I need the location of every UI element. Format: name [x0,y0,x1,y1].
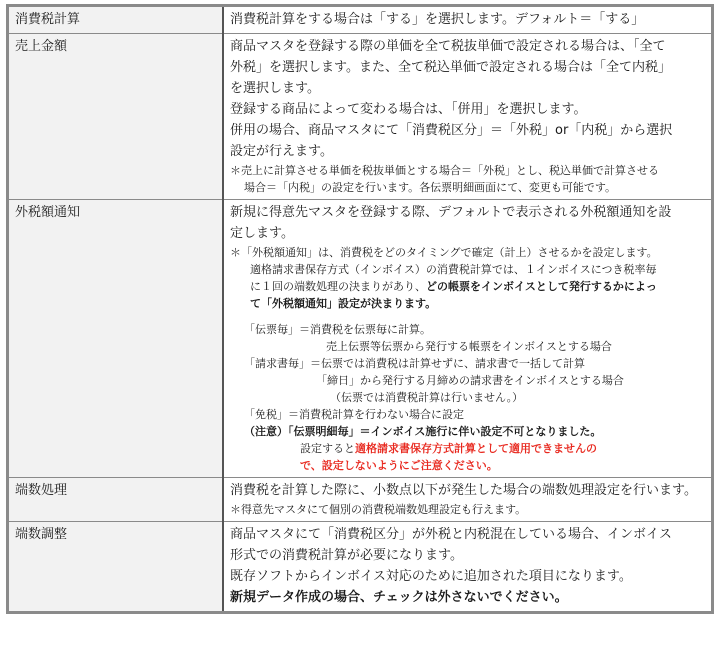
note-emphasis: て「外税額通知」設定が決まります。 [250,297,437,310]
description-line: 登録する商品によって変わる場合は、「併用」を選択します。 [230,102,587,117]
table-row [8,200,713,478]
setting-label: 端数調整 [15,527,68,542]
setting-name-cell [8,200,224,478]
option-line: 「免税」＝消費税計算を行わない場合に設定 [244,408,464,421]
option-line: 「請求書毎」＝伝票では消費税は計算せずに、請求書で一括して計算 [244,357,585,370]
description-line: 併用の場合、商品マスタにて「消費税区分」＝「外税」or「内税」から選択 [230,123,673,138]
setting-label: 売上金額 [15,39,68,54]
caution-prefix: 設定すると [300,442,355,455]
option-line: （伝票では消費税計算は行いません。） [330,391,524,404]
table-row [8,6,713,34]
setting-description-cell [223,200,713,478]
setting-label: 消費税計算 [15,12,81,27]
note-text: に１回の端数処理の決まりがあり、 [250,280,426,293]
note-line: 適格請求書保存方式（インボイス）の消費税計算では、１インボイスにつき税率毎 [250,263,657,276]
note-line: 場合＝「内税」の設定を行います。各伝票明細画面にて、変更も可能です。 [244,181,617,194]
option-line: 「伝票毎」＝消費税を伝票毎に計算。 [244,323,431,336]
description-line: 商品マスタを登録する際の単価を全て税抜単価で設定される場合は、「全て [230,39,666,54]
description-line: 外税」を選択します。また、全て税込単価で設定される場合は「全て内税」 [230,60,671,75]
description-line: 消費税を計算した際に、小数点以下が発生した場合の端数処理設定を行います。 [230,483,697,498]
setting-name-cell [8,6,224,34]
setting-description-cell [223,6,713,34]
warning-line: 新規データ作成の場合、チェックは外さないでください。 [230,590,568,605]
caution-title: （注意）「伝票明細毎」＝インボイス施行に伴い設定不可となりました。 [244,425,602,438]
option-line: 「締日」から発行する月締めの請求書をインボイスとする場合 [316,374,624,387]
note-line [224,278,711,295]
setting-label: 端数処理 [15,483,68,498]
description-line: 既存ソフトからインボイス対応のために追加された項目になります。 [230,569,632,584]
setting-name-cell [8,478,224,522]
caution-line [224,440,711,457]
setting-label: 外税額通知 [15,205,81,220]
setting-name-cell [8,522,224,613]
setting-description-cell [223,522,713,613]
note-line: ＊売上に計算させる単価を税抜単価とする場合＝「外税」とし、税込単価で計算させる [230,164,659,177]
note-line: ＊得意先マスタにて個別の消費税端数処理設定も行えます。 [230,503,527,516]
setting-description-cell [223,478,713,522]
description-line: 設定が行えます。 [230,144,333,159]
table-row [8,34,713,200]
note-line: ＊「外税額通知」は、消費税をどのタイミングで確定（計上）させるかを設定します。 [230,246,658,259]
description-line: 定します。 [230,226,294,241]
caution-warning: 適格請求書保存方式計算として適用できませんの [355,442,597,455]
description-line: を選択します。 [230,81,320,96]
setting-description-cell [223,34,713,200]
setting-name-cell [8,34,224,200]
table-row [8,522,713,613]
option-line: 売上伝票等伝票から発行する帳票をインボイスとする場合 [326,340,612,353]
description-line: 商品マスタにて「消費税区分」が外税と内税混在している場合、インボイス [230,527,672,542]
description-line: 消費税計算をする場合は「する」を選択します。デフォルト＝「する」 [230,12,645,27]
settings-table [6,4,714,614]
description-line: 形式での消費税計算が必要になります。 [230,548,463,563]
table-row [8,478,713,522]
note-emphasis: どの帳票をインボイスとして発行するかによっ [426,280,657,293]
caution-warning: で、設定しないようにご注意ください。 [300,459,498,472]
description-line: 新規に得意先マスタを登録する際、デフォルトで表示される外税額通知を設 [230,205,672,220]
